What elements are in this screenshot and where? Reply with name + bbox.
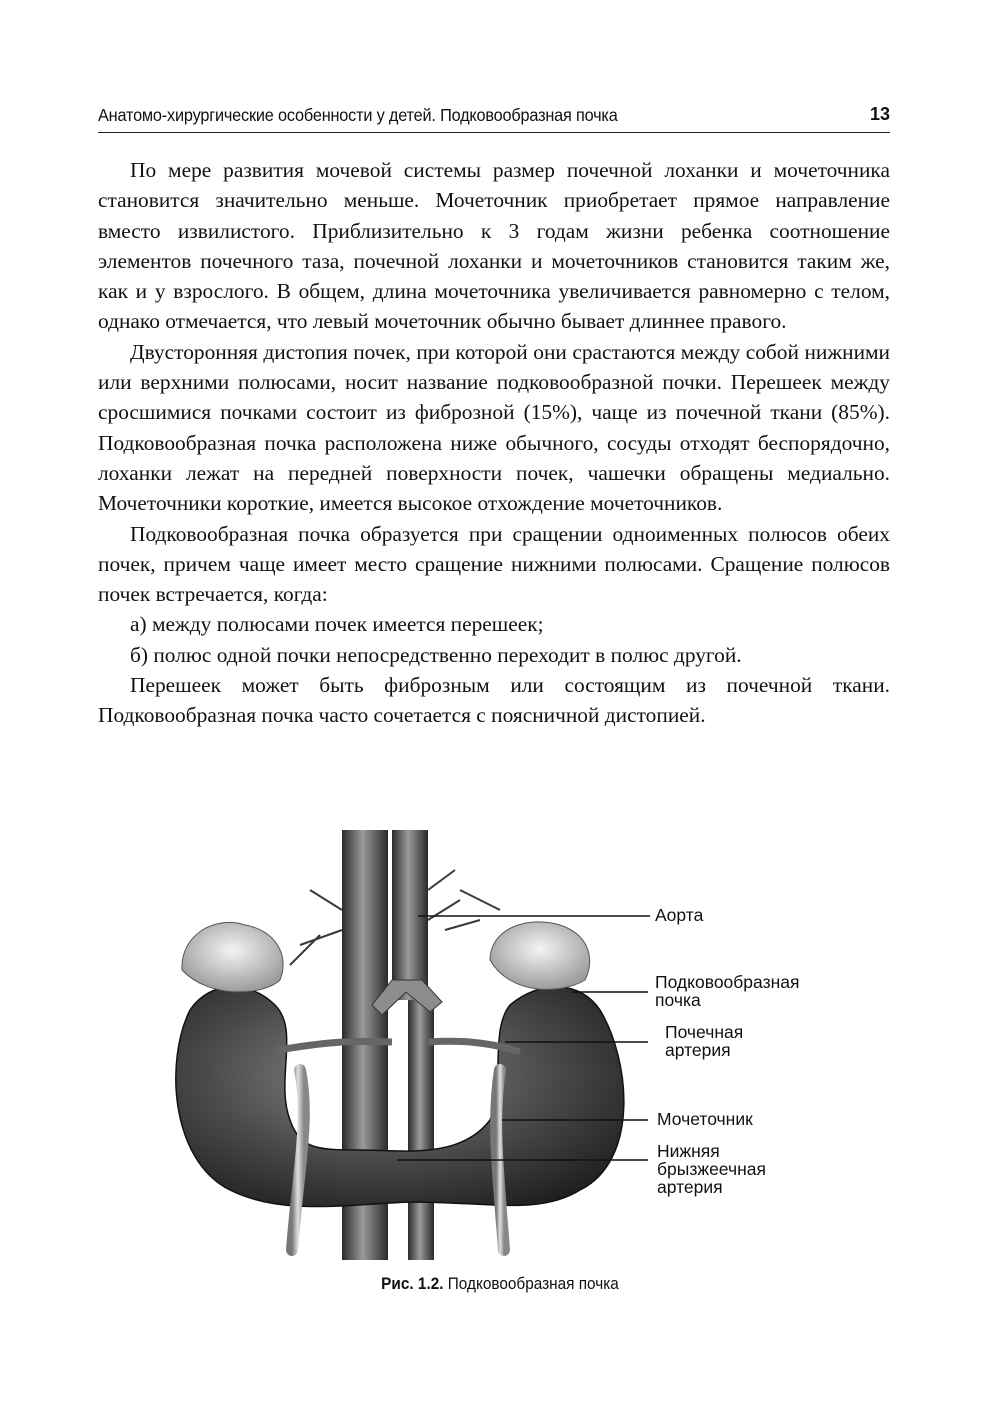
figure-caption: [35, 1275, 965, 1294]
left-adrenal-gland: [182, 922, 283, 992]
page-number: 13: [869, 104, 890, 124]
aorta: [392, 830, 428, 1000]
right-adrenal-gland: [490, 922, 590, 990]
paragraph-3: Подковообразная почка образуется при сращении одноименных полюсов обеих почек, причем чаще имеет место сращение нижними полюсами. Сращение полюсов почек встречается, когда:: [98, 521, 890, 607]
label-ureter: Мочеточник: [657, 1109, 753, 1129]
list-item-a: а) между полюсами почек имеется перешеек;: [130, 612, 544, 637]
paragraph-4: Перешеек может быть фиброзным или состоящим из почечной ткани. Подковообразная почка часто сочетается с поясничной дистопией.: [98, 673, 890, 728]
caption-text: Подковообразная почка: [443, 1275, 619, 1293]
paragraph-1: По мере развития мочевой системы размер почечной лоханки и мочеточника становится значительно меньше. Мочеточник приобретает прямое направление вместо извилистого. Приблизительно к 3 годам жизни ребенка соотношение элементов почечного таза, почечной лоханки и мочеточников становится таким же, как и у взрослого. В общем, длина мочеточника увеличивается равномерно с телом, однако отмечается, что левый мочеточник обычно бывает длиннее правого.: [98, 158, 890, 334]
label-horseshoe-kidney: Подковообразная почка: [655, 972, 800, 1010]
horseshoe-kidney: [176, 987, 624, 1207]
running-title: Анатомо-хирургические особенности у детей. Подковообразная почка: [98, 105, 618, 125]
list-item-b: б) полюс одной почки непосредственно переходит в полюс другой.: [130, 642, 742, 667]
running-header: [98, 102, 890, 133]
caption-number: Рис. 1.2.: [381, 1275, 444, 1293]
label-renal-artery: Почечная артерия: [665, 1022, 744, 1060]
body-text: [98, 155, 890, 731]
label-inferior-mesenteric-artery: Нижняя брызжеечная артерия: [657, 1141, 766, 1197]
label-aorta: Аорта: [655, 905, 704, 925]
figure-horseshoe-kidney: [160, 830, 840, 1260]
paragraph-2: Двусторонняя дистопия почек, при которой они срастаются между собой нижними или верхними полюсами, носит название подковообразной почки. Перешеек между сросшимися почками состоит из фиброзной (15%), чаще из почечной ткани (85%). Подковообразная почка расположена ниже обычного, сосуды отходят беспорядочно, лоханки лежат на передней поверхности почек, чашечки обращены медиально. Мочеточники короткие, имеется высокое отхождение мочеточников.: [98, 339, 890, 516]
